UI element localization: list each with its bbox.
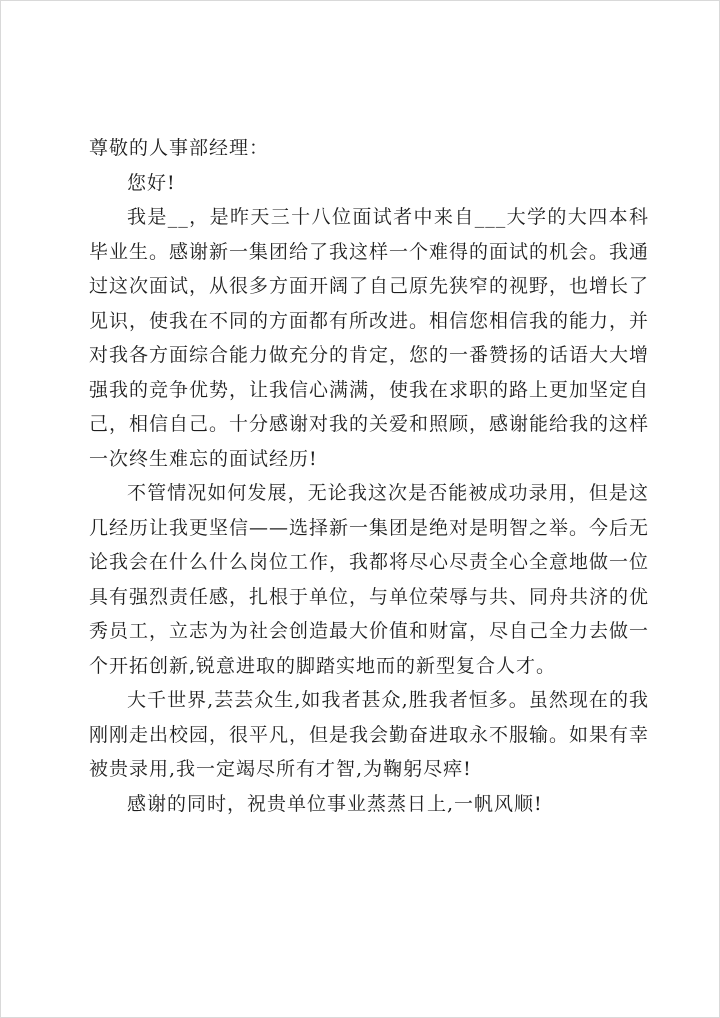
letter-salutation: 您好! [127,171,176,194]
letter-paragraph-1: 我是__，是昨天三十八位面试者中来自___大学的大四本科毕业生。感谢新一集团给了我这样一个难得的面试的机会。我通过这次面试，从很多方面开阔了自己原先狭窄的视野，也增长了见识，使我在不同的方面都有所改进。相信您相信我的能力，并对我各方面综合能力做充分的肯定，您的一番赞扬的话语大大增强我的竞争优势，让我信心满满，使我在求职的路上更加坚定自己，相信自己。十分感谢对我的关爱和照顾，感谢能给我的这样一次终生难忘的面试经历! [89,206,650,470]
letter-paragraph-2: 不管情况如何发展，无论我这次是否能被成功录用，但是这几经历让我更坚信——选择新一集团是绝对是明智之举。今后无论我会在什么什么岗位工作，我都将尽心尽责全心全意地做一位具有强烈责任感，扎根于单位，与单位荣辱与共、同舟共济的优秀员工，立志为为社会创造最大价值和财富，尽自己全力去做一个开拓创新,锐意进取的脚踏实地而的新型复合人才。 [89,482,650,677]
letter-paragraph-3: 大千世界,芸芸众生,如我者甚众,胜我者恒多。虽然现在的我刚刚走出校园，很平凡，但是我会勤奋进取永不服输。如果有幸被贵录用,我一定竭尽所有才智,为鞠躬尽瘁! [89,689,650,780]
letter-greeting: 尊敬的人事部经理： [89,137,270,159]
letter-paragraph-4: 感谢的同时，祝贵单位事业蒸蒸日上,一帆风顺! [127,792,543,815]
letter-body [89,131,649,821]
